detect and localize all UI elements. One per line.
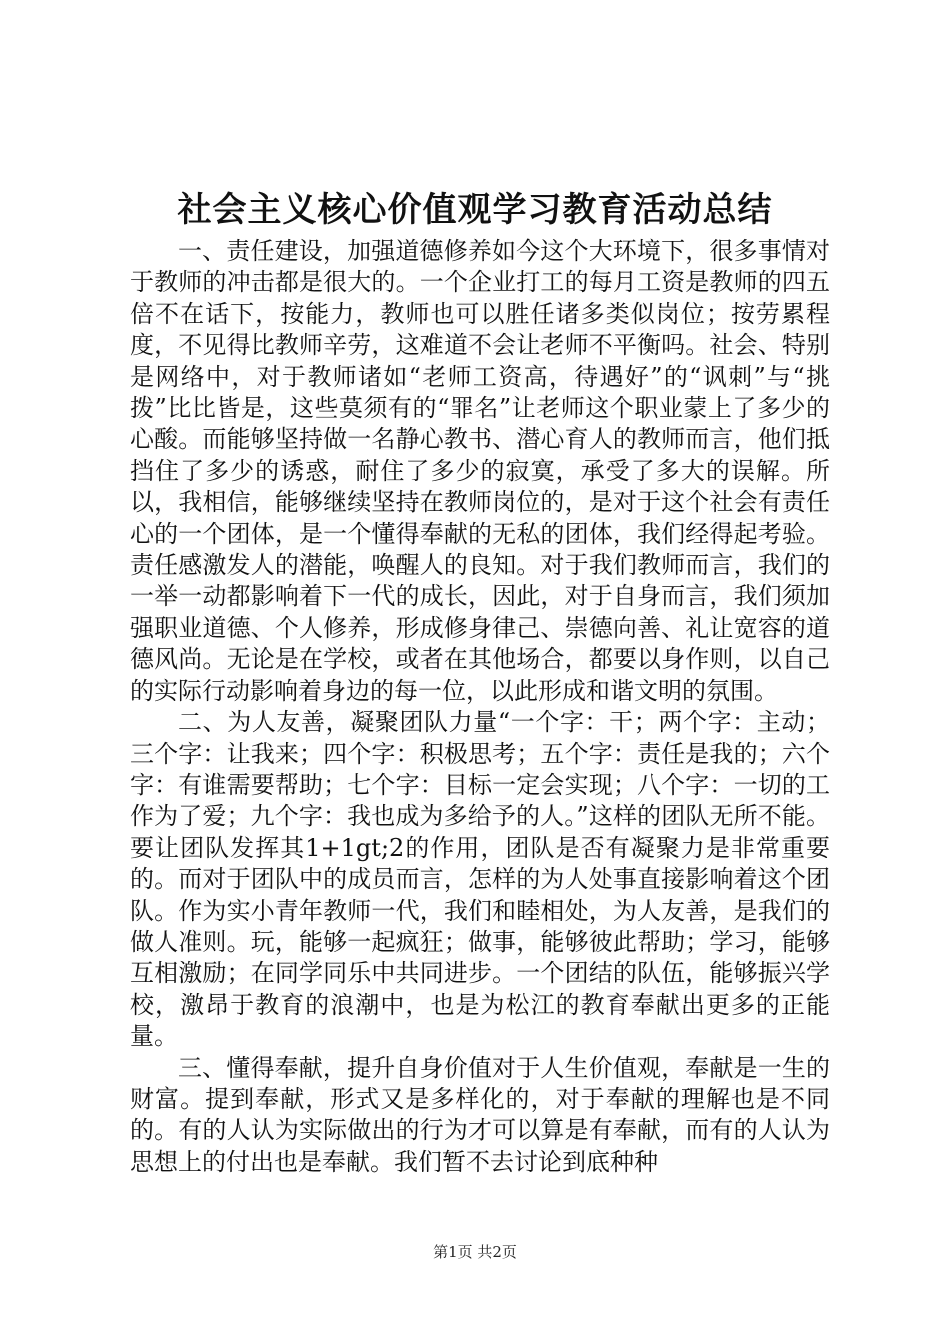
paragraph-3: 三、懂得奉献，提升自身价值对于人生价值观，奉献是一生的财富。提到奉献，形式又是多样化的，对于奉献的理解也是不同的。有的人认为实际做出的行为才可以算是有奉献，而有的人认为思想上的付出也是奉献。我们暂不去讨论到底种种: [130, 1053, 830, 1176]
paragraph-1: 一、责任建设，加强道德修养如今这个大环境下，很多事情对于教师的冲击都是很大的。一个企业打工的每月工资是教师的四五倍不在话下，按能力，教师也可以胜任诸多类似岗位；按劳累程度，不见得比教师辛劳，这难道不会让老师不平衡吗。社会、特别是网络中，对于教师诸如“老师工资高，待遇好”的“讽刺”与“挑拨”比比皆是，这些莫须有的“罪名”让老师这个职业蒙上了多少的心酸。而能够坚持做一名静心教书、潜心育人的教师而言，他们抵挡住了多少的诱惑，耐住了多少的寂寞，承受了多大的误解。所以，我相信，能够继续坚持在教师岗位的，是对于这个社会有责任心的一个团体，是一个懂得奉献的无私的团体，我们经得起考验。责任感激发人的潜能，唤醒人的良知。对于我们教师而言，我们的一举一动都影响着下一代的成长，因此，对于自身而言，我们须加强职业道德、个人修养，形成修身律己、崇德向善、礼让宽容的道德风尚。无论是在学校，或者在其他场合，都要以身作则，以自己的实际行动影响着身边的每一位，以此形成和谐文明的氛围。: [130, 237, 830, 705]
page-footer: 第1页 共2页: [433, 1243, 517, 1261]
paragraph-2: 二、为人友善，凝聚团队力量“一个字：干；两个字：主动；三个字：让我来；四个字：积极思考；五个字：责任是我的；六个字：有谁需要帮助；七个字：目标一定会实现；八个字：一切的工作为了爱；九个字：我也成为多给予的人。”这样的团队无所不能。要让团队发挥其1+1gt;2的作用，团队是否有凝聚力是非常重要的。而对于团队中的成员而言，怎样的为人处事直接影响着这个团队。作为实小青年教师一代，我们和睦相处，为人友善，是我们的做人准则。玩，能够一起疯狂；做事，能够彼此帮助；学习，能够互相激励；在同学同乐中共同进步。一个团结的队伍，能够振兴学校，激昂于教育的浪潮中，也是为松江的教育奉献出更多的正能量。: [130, 708, 830, 1051]
document-title: 社会主义核心价值观学习教育活动总结: [177, 190, 773, 230]
document-body: [130, 236, 830, 1178]
